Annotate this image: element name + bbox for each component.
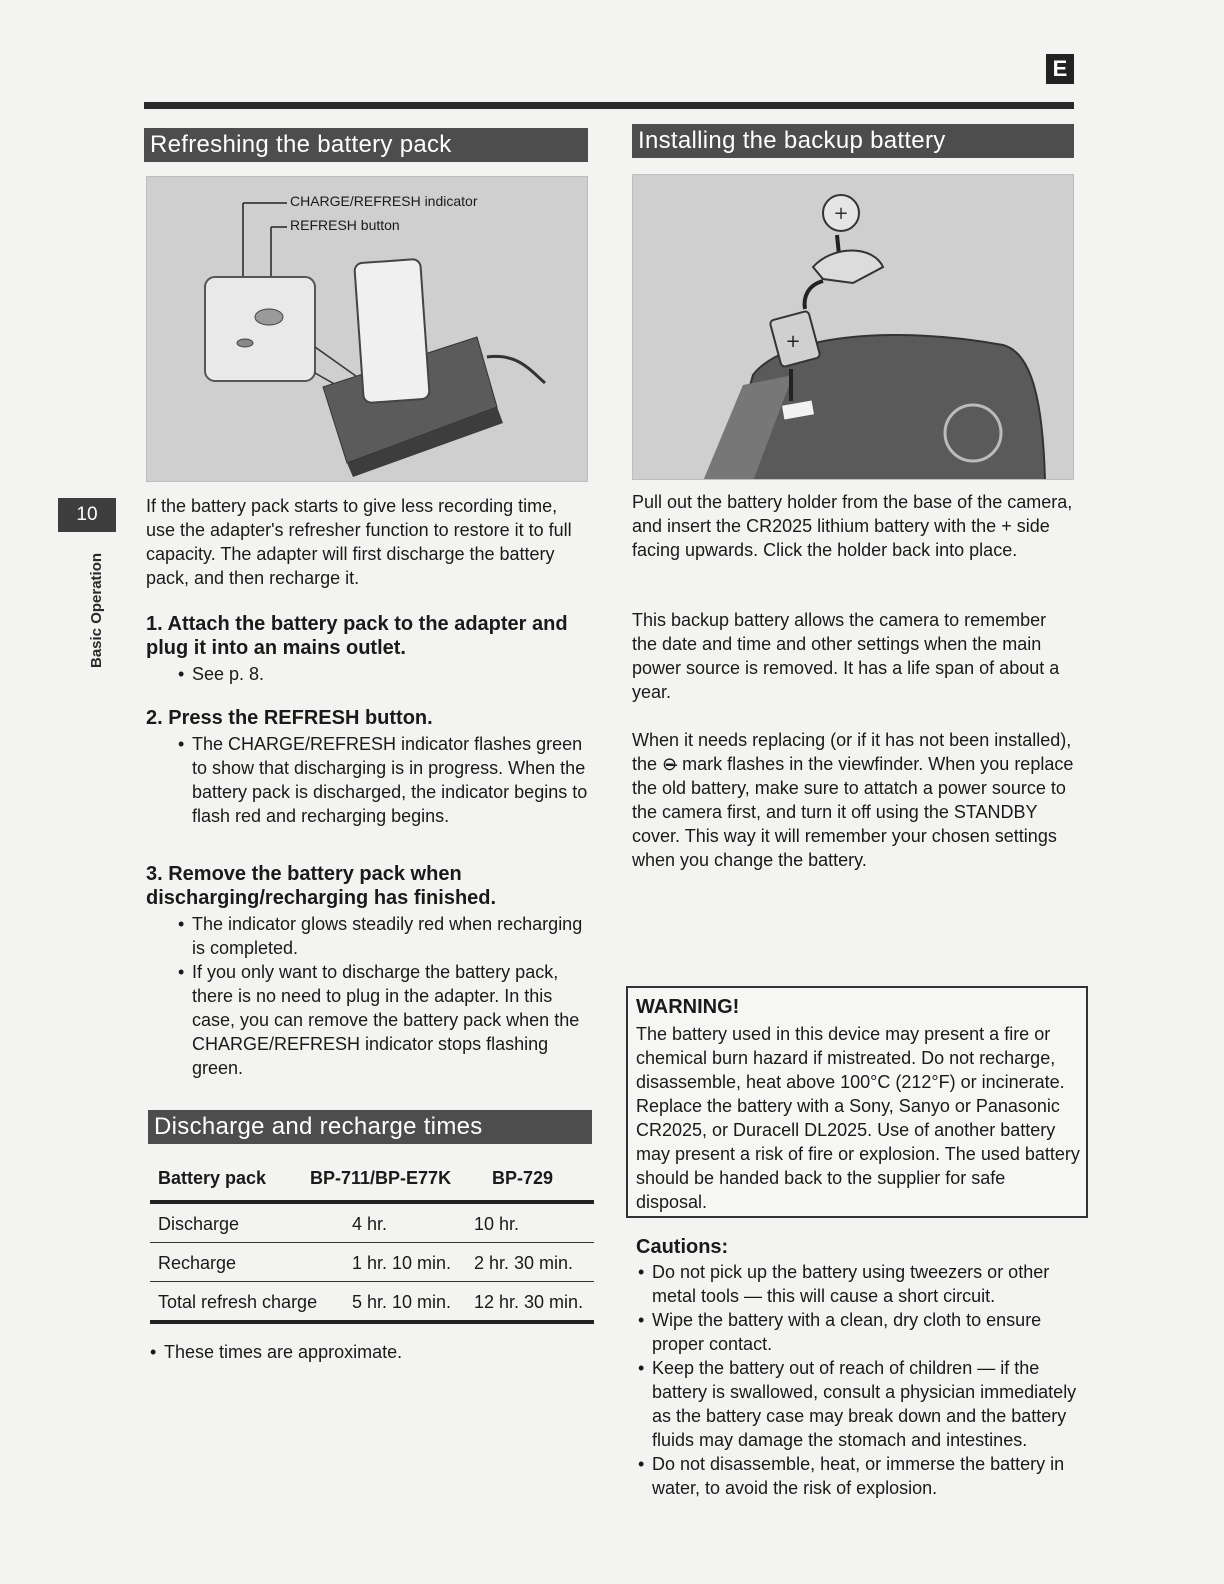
warning-title: WARNING!: [636, 996, 740, 1018]
para3-text-before: When it needs replacing (or if it has not been installed), the: [632, 730, 1072, 774]
times-note-text: • These times are approximate.: [150, 1340, 590, 1364]
step-3: [146, 862, 590, 1080]
charger-illustration: [146, 176, 588, 482]
caution-item: • Do not disassemble, heat, or immerse the battery in water, to avoid the risk of explosion.: [638, 1452, 1078, 1500]
section-title-times: Discharge and recharge times: [148, 1110, 592, 1144]
row-value: 2 hr. 30 min.: [474, 1253, 574, 1273]
language-badge: E: [1046, 54, 1074, 84]
backup-para-3: [632, 728, 1076, 872]
step-2-title: 2. Press the REFRESH button.: [146, 707, 433, 729]
step-3-bullet-1: • The indicator glows steadily red when recharging is completed.: [178, 912, 590, 960]
caution-item: • Wipe the battery with a clean, dry cloth to ensure proper contact.: [638, 1308, 1078, 1356]
para3-text-after: mark flashes in the viewfinder. When you replace the old battery, make sure to attatch a power source to the camera first, and turn it off using the STANDBY cover. This way it will remember your chosen settings when you change the battery.: [632, 754, 1074, 870]
step-2-bullet: • The CHARGE/REFRESH indicator flashes green to show that discharging is in progress. When the battery pack is discharged, the indicator begins to flash red and recharging begins.: [178, 732, 590, 828]
section-title-refreshing: Refreshing the battery pack: [144, 128, 588, 162]
section-title-backup: Installing the backup battery: [632, 124, 1074, 158]
cautions-list: [638, 1260, 1078, 1500]
table-row: [150, 1204, 594, 1243]
step-1-bullet: • See p. 8.: [178, 662, 590, 686]
caution-item: • Keep the battery out of reach of children — if the battery is swallowed, consult a physician immediately as the battery case may break down and the battery fluids may damage the stomach and intestines.: [638, 1356, 1078, 1452]
step-1-title: 1. Attach the battery pack to the adapter and plug it into an mains outlet.: [146, 613, 568, 659]
step-2: [146, 706, 590, 828]
cautions-title: Cautions:: [636, 1236, 729, 1258]
row-label: Recharge: [158, 1253, 237, 1273]
step-1: [146, 612, 590, 686]
backup-battery-drawing: [633, 175, 1074, 480]
backup-battery-illustration: [632, 174, 1074, 480]
header-bp711: BP-711/BP-E77K: [310, 1168, 452, 1188]
svg-text:+: +: [833, 203, 849, 224]
row-value: 12 hr. 30 min.: [474, 1292, 584, 1312]
row-value: 4 hr.: [352, 1214, 388, 1234]
row-value: 5 hr. 10 min.: [352, 1292, 452, 1312]
page-number-tab: 10: [58, 498, 116, 532]
svg-text:+: +: [785, 331, 801, 352]
row-label: Discharge: [158, 1214, 240, 1234]
figure-label-refresh-button: REFRESH button: [290, 217, 400, 233]
top-rule: [144, 102, 1074, 109]
table-row: [150, 1282, 594, 1320]
warning-box: [626, 986, 1088, 1218]
warning-text: The battery used in this device may present a fire or chemical burn hazard if mistreated. Do not recharge, disassemble, heat above 100°C (212°F) or incinerate. Replace the battery with a Sony, Sanyo or Panasonic CR2025, or Duracell DL2025. Use of another battery may present a risk of fire or explosion. The used battery should be handed back to the supplier for safe disposal.: [636, 1024, 1080, 1212]
battery-warning-icon: ⊖̶: [662, 754, 678, 774]
section-side-label: Basic Operation: [88, 552, 105, 668]
table-bottom-rule: [150, 1320, 594, 1324]
row-label: Total refresh charge: [158, 1292, 318, 1312]
caution-item: • Do not pick up the battery using tweezers or other metal tools — this will cause a short circuit.: [638, 1260, 1078, 1308]
step-3-bullet-2: • If you only want to discharge the battery pack, there is no need to plug in the adapter. In this case, you can remove the battery pack when the CHARGE/REFRESH indicator stops flashing green.: [178, 960, 590, 1080]
times-table: [150, 1158, 594, 1324]
refresh-intro: If the battery pack starts to give less recording time, use the adapter's refresher function to restore it to full capacity. The adapter will first discharge the battery pack, and then recharge it.: [146, 496, 572, 588]
row-value: 10 hr.: [474, 1214, 520, 1234]
table-header: [150, 1158, 594, 1204]
header-bp729: BP-729: [492, 1168, 554, 1188]
figure-label-indicator: CHARGE/REFRESH indicator: [290, 193, 478, 209]
times-note: [150, 1340, 590, 1364]
header-battery-pack: Battery pack: [158, 1168, 267, 1188]
step-3-title: 3. Remove the battery pack when discharging/recharging has finished.: [146, 863, 497, 909]
table-row: [150, 1243, 594, 1282]
backup-para-1: Pull out the battery holder from the base of the camera, and insert the CR2025 lithium battery with the + side facing upwards. Click the holder back into place.: [632, 492, 1073, 560]
row-value: 1 hr. 10 min.: [352, 1253, 452, 1273]
backup-para-2: This backup battery allows the camera to remember the date and time and other settings when the main power source is removed. It has a life span of about a year.: [632, 610, 1060, 702]
